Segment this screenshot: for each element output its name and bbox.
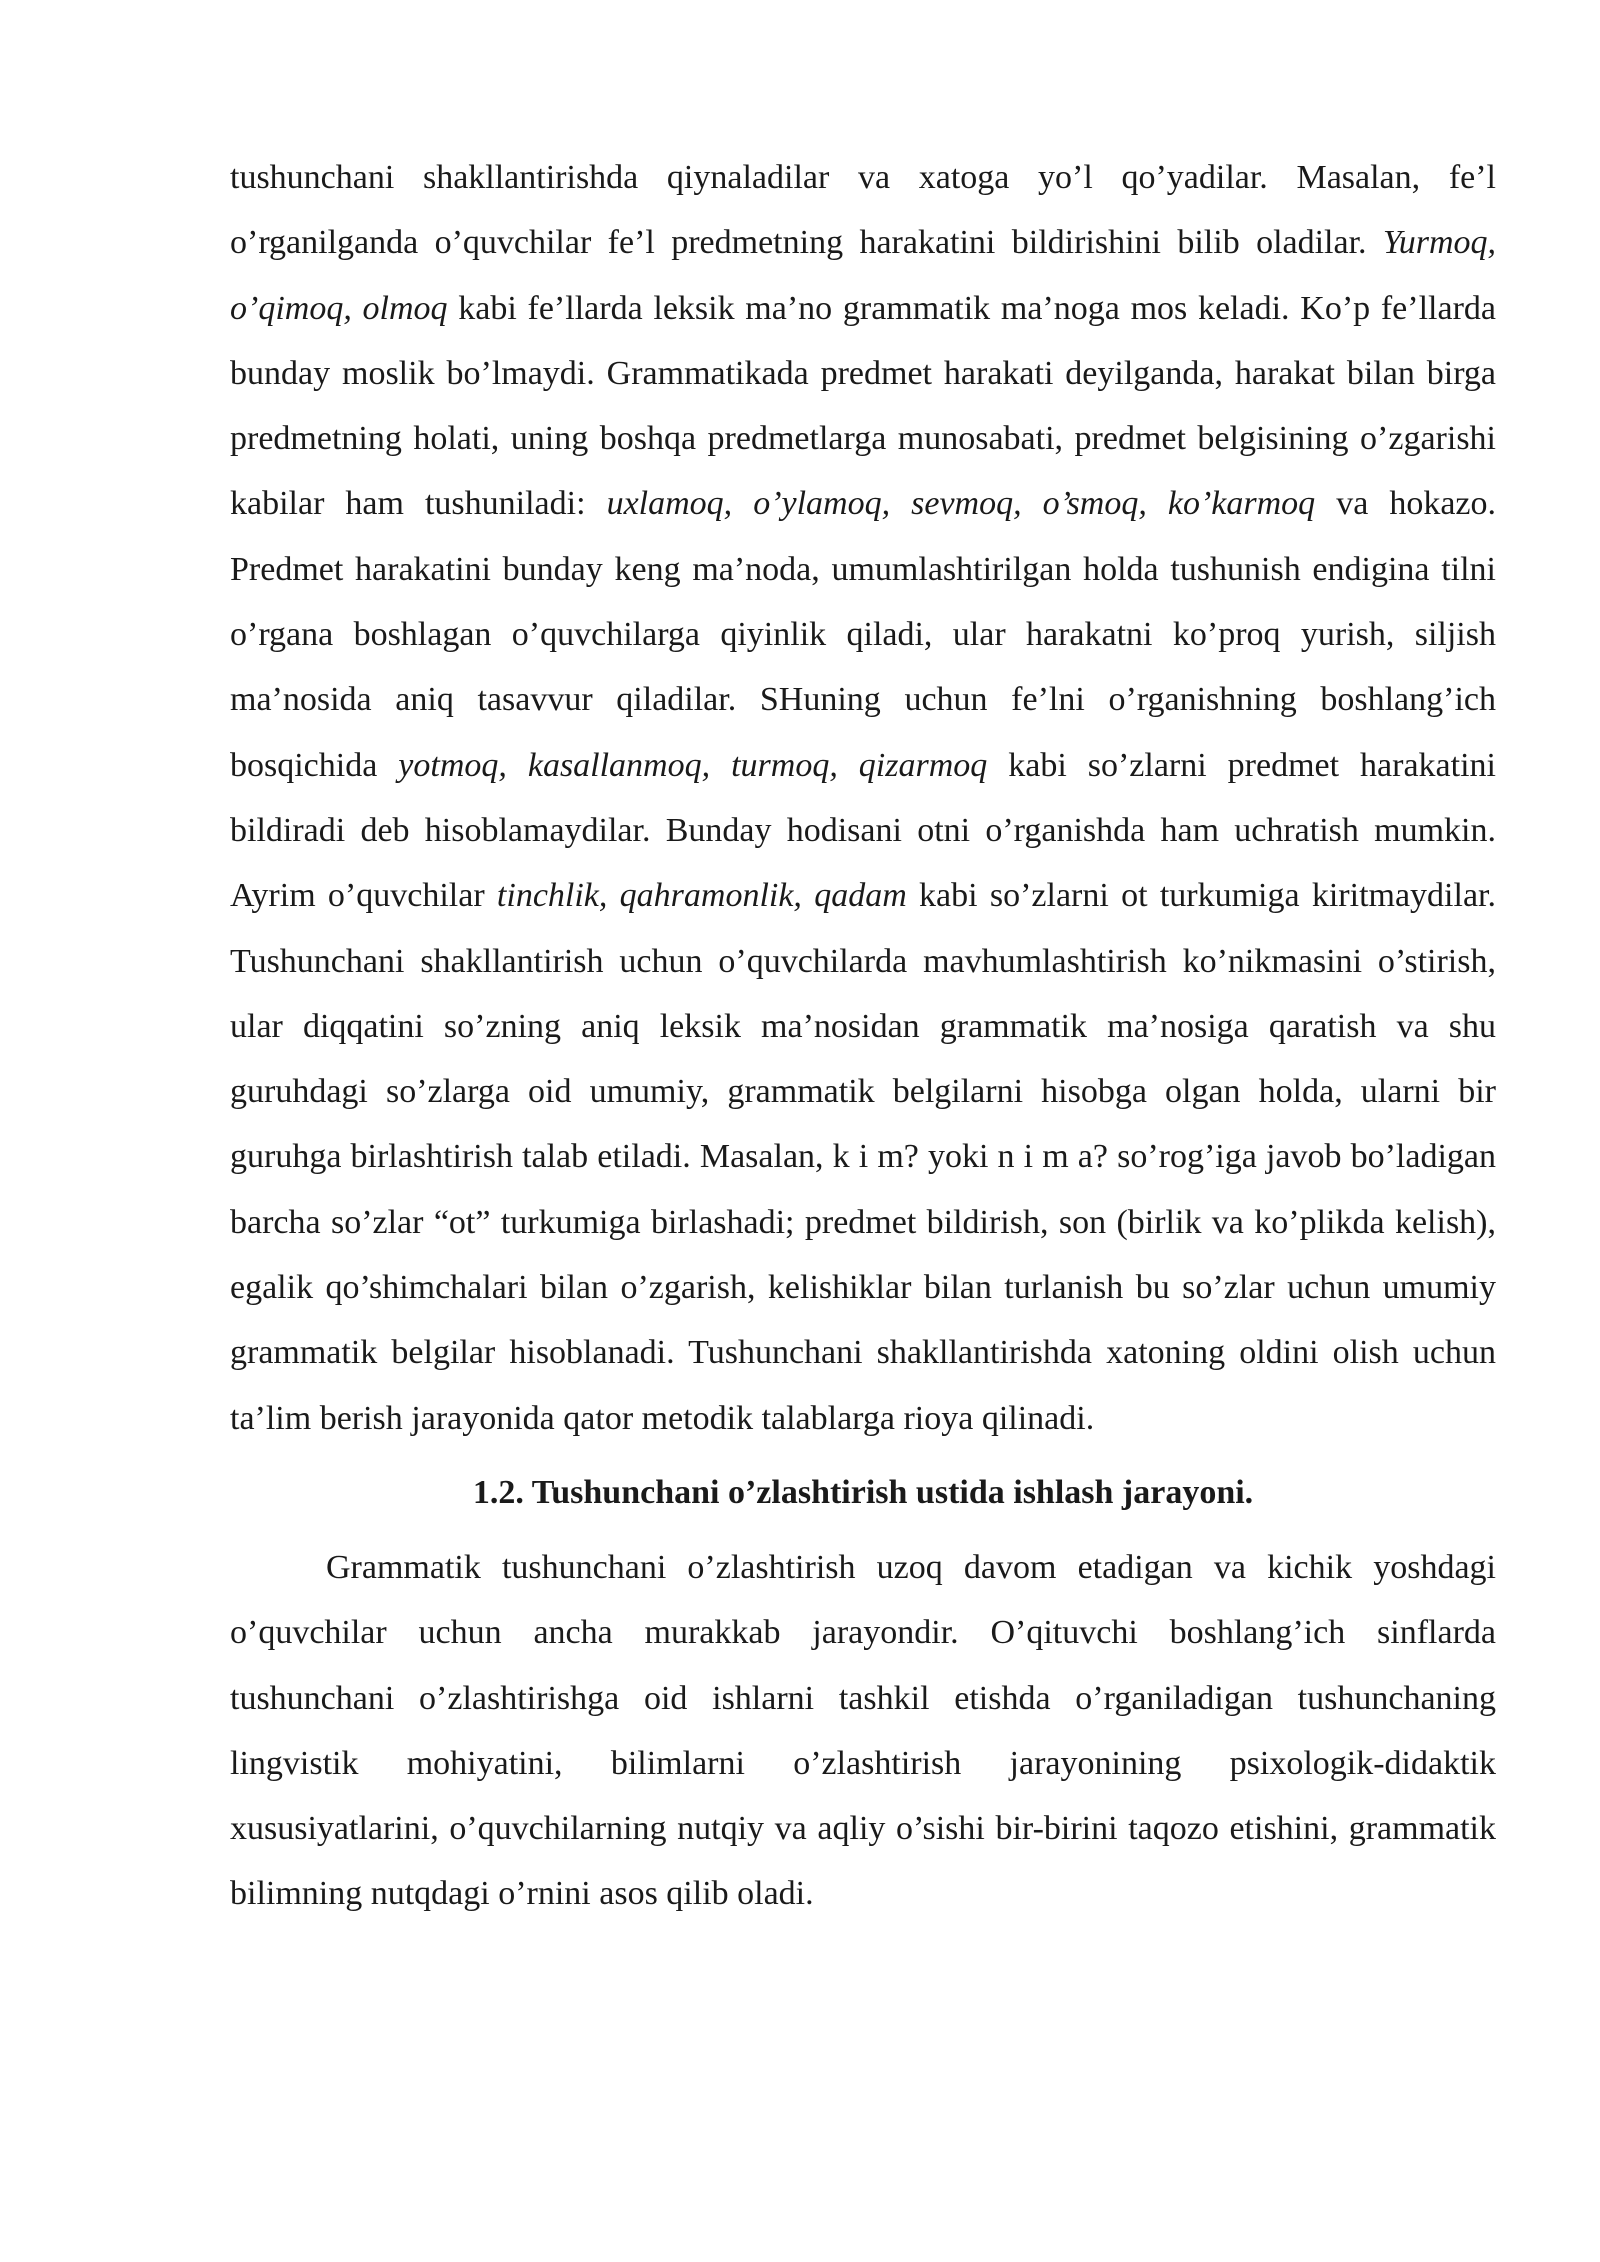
text-run: va hokazo. Predmet harakatini bunday keng ma’noda, umumlashtirilgan holda tushunish endigina tilni o’rgana boshlagan o’quvchilarga qiyinlik qiladi, ular harakatni ko’proq yurish, siljish ma’nosida aniq tasavvur qiladilar. SHuning uchun fe’lni o’rganishning boshlang’ich bosqichida <box>230 485 1496 784</box>
text-run: kabi so’zlarni ot turkumiga kiritmaydilar. Tushunchani shakllantirish uchun o’quvchilarda mavhumlashtirish ko’nikmasini o’stirish, ular diqqatini so’zning aniq leksik ma’nosidan grammatik ma’nosiga qaratish va shu guruhdagi so’zlarga oid umumiy, grammatik belgilarni hisobga olgan holda, ularni bir guruhga birlashtirish talab etiladi. Masalan, k i m? yoki n i m a? so’rog’iga javob bo’ladigan barcha so’zlar “ot” turkumiga birlashadi; predmet bildirish, son (birlik va ko’plikda kelish), egalik qo’shimchalari bilan o’zgarish, kelishiklar bilan turlanish bu so’zlar uchun umumiy grammatik belgilar hisoblanadi. Tushunchani shakllantirishda xatoning oldini olish uchun ta’lim berish jarayonida qator metodik talablarga rioya qilinadi. <box>230 877 1496 1437</box>
italic-example-words: yotmoq, kasallanmoq, turmoq, qizarmoq <box>398 746 988 784</box>
body-paragraph-1 <box>230 145 1496 1451</box>
body-paragraph-2: Grammatik tushunchani o’zlashtirish uzoq davom etadigan va kichik yoshdagi o’quvchilar uchun ancha murakkab jarayondir. O’qituvchi boshlang’ich sinflarda tushunchani o’zlashtirishga oid ishlarni tashkil etishda o’rganiladigan tushunchaning lingvistik mohiyatini, bilimlarni o’zlashtirish jarayonining psixologik-didaktik xususiyatlarini, o’quvchilarning nutqiy va aqliy o’sishi bir-birini taqozo etishini, grammatik bilimning nutqdagi o’rnini asos qilib oladi. <box>230 1548 1496 1913</box>
text-run: kabi so’zlarni predmet harakatini bildiradi deb hisoblamaydilar. Bunday hodisani otni o’rganishda ham uchratish mumkin. Ayrim o’quvchilar <box>230 746 1496 915</box>
italic-example-words: tinchlik, qahramonlik, qadam <box>496 877 907 915</box>
italic-example-words: uxlamoq, o’ylamoq, sevmoq, o’smoq, ko’karmoq <box>606 485 1316 523</box>
text-run: kabi fe’llarda leksik ma’no grammatik ma’noga mos keladi. Ko’p fe’llarda bunday moslik bo’lmaydi. Grammatikada predmet harakati deyilganda, harakat bilan birga predmetning holati, uning boshqa predmetlarga munosabati, predmet belgisining o’zgarishi kabilar ham tushuniladi: <box>230 289 1496 523</box>
text-run: tushunchani shakllantirishda qiynaladilar va xatoga yo’l qo’yadilar. Masalan, fe’l o’rganilganda o’quvchilar fe’l predmetning harakatini bildirishini bilib oladilar. <box>230 159 1496 262</box>
document-page <box>230 145 1496 1927</box>
italic-example-words: Yurmoq, o’qimoq, olmoq <box>230 224 1496 327</box>
section-heading: 1.2. Tushunchani o’zlashtirish ustida ishlash jarayoni. <box>472 1473 1254 1511</box>
